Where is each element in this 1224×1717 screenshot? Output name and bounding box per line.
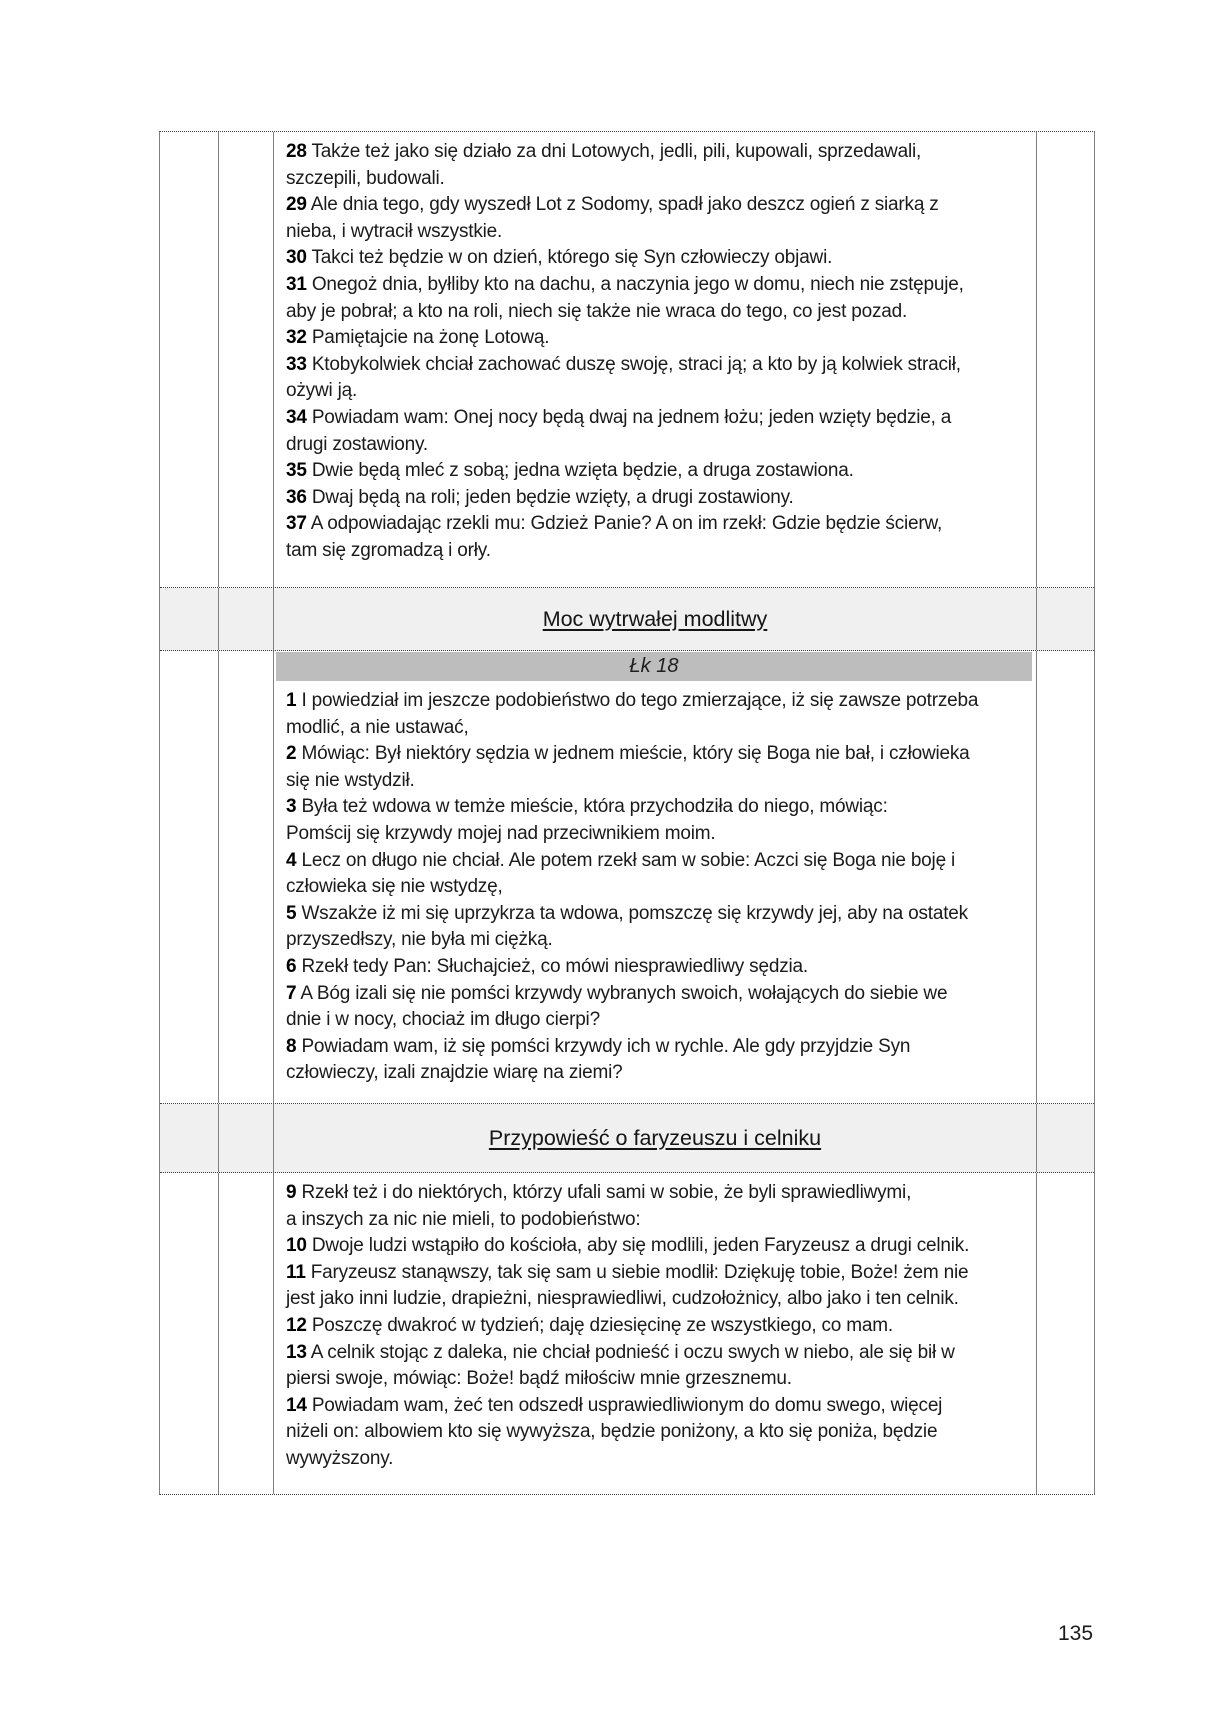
section-heading: Przypowieść o faryzeuszu i celniku: [488, 1125, 822, 1150]
verse-line: się nie wstydził.: [286, 769, 415, 791]
verse-block: [274, 681, 1036, 1087]
verse-line: 32 Pamiętajcie na żonę Lotową.: [286, 327, 550, 349]
page-number: 135: [1058, 1622, 1094, 1645]
gutter-cell: [1037, 132, 1094, 587]
verse-line: a inszych za nic nie mieli, to podobieństwo:: [286, 1208, 641, 1230]
verse-line: człowieka się nie wstydzę,: [286, 876, 503, 898]
verse-line: 10 Dwoje ludzi wstąpiło do kościoła, aby się modlili, jeden Faryzeusz a drugi celnik.: [286, 1235, 970, 1257]
verse-line: 29 Ale dnia tego, gdy wyszedł Lot z Sodomy, spadł jako deszcz ogień z siarką z: [286, 194, 939, 216]
verse-line: 9 Rzekł też i do niektórych, którzy ufali sami w sobie, że byli sprawiedliwymi,: [286, 1182, 912, 1203]
verse-number: 36: [286, 486, 307, 508]
verse-block: [274, 132, 1036, 565]
verse-line: wywyższony.: [286, 1447, 394, 1469]
verse-number: 8: [286, 1035, 297, 1057]
gutter-cell: [1037, 651, 1094, 1103]
verse-number: 5: [286, 902, 297, 924]
text-cell: [274, 1173, 1037, 1494]
gutter-cell: [219, 588, 274, 650]
table-row: [160, 1104, 1094, 1173]
verse-line: 11 Faryzeusz stanąwszy, tak się sam u siebie modlił: Dziękuję tobie, Boże! żem nie: [286, 1261, 969, 1283]
verse-line: 34 Powiadam wam: Onej nocy będą dwaj na jednem łożu; jeden wzięty będzie, a: [286, 406, 952, 428]
verse-line: ożywi ją.: [286, 380, 358, 402]
gutter-cell: [1037, 588, 1094, 650]
verse-line: 2 Mówiąc: Był niektóry sędzia w jednem mieście, który się Boga nie bał, i człowieka: [286, 743, 970, 765]
verse-line: przyszedłszy, nie była mi ciężką.: [286, 929, 553, 951]
text-cell: [274, 588, 1037, 650]
text-cell: [274, 132, 1037, 587]
gutter-cell: [219, 132, 274, 587]
verse-line: 35 Dwie będą mleć z sobą; jedna wzięta będzie, a druga zostawiona.: [286, 460, 854, 482]
table-row: [160, 588, 1094, 651]
verse-number: 28: [286, 141, 307, 162]
verse-line: 30 Takci też będzie w on dzień, którego się Syn człowieczy objawi.: [286, 247, 833, 269]
gutter-cell: [160, 132, 219, 587]
verse-line: 12 Poszczę dwakroć w tydzień; daję dziesięcinę ze wszystkiego, co mam.: [286, 1314, 893, 1336]
verse-line: 14 Powiadam wam, żeć ten odszedł usprawiedliwionym do domu swego, więcej: [286, 1394, 943, 1416]
gutter-cell: [1037, 1104, 1094, 1172]
verse-line: 28 Także też jako się działo za dni Lotowych, jedli, pili, kupowali, sprzedawali,: [286, 141, 922, 162]
verse-number: 6: [286, 955, 297, 977]
verse-line: 4 Lecz on długo nie chciał. Ale potem rzekł sam w sobie: Aczci się Boga nie boję i: [286, 849, 956, 871]
verse-line: 8 Powiadam wam, iż się pomści krzywdy ich w rychle. Ale gdy przyjdzie Syn: [286, 1035, 911, 1057]
table-row: [160, 651, 1094, 1104]
text-cell: [274, 1104, 1037, 1172]
verse-block: [274, 1173, 1036, 1473]
verse-line: piersi swoje, mówiąc: Boże! bądź miłościw mnie grzesznemu.: [286, 1368, 792, 1390]
gutter-cell: [160, 588, 219, 650]
verse-line: Pomścij się krzywdy mojej nad przeciwnikiem moim.: [286, 822, 716, 844]
verse-line: człowieczy, izali znajdzie wiarę na ziemi?: [286, 1062, 623, 1084]
verse-line: 37 A odpowiadając rzekli mu: Gdzież Panie? A on im rzekł: Gdzie będzie ścierw,: [286, 513, 943, 535]
verse-number: 2: [286, 743, 297, 765]
verse-line: dnie i w nocy, chociaż im długo cierpi?: [286, 1009, 600, 1031]
section-heading: Moc wytrwałej modlitwy: [542, 606, 768, 631]
gutter-cell: [219, 651, 274, 1103]
verse-number: 3: [286, 796, 297, 818]
verse-line: 5 Wszakże iż mi się uprzykrza ta wdowa, pomszczę się krzywdy jej, aby na ostatek: [286, 902, 968, 924]
chapter-label: Łk 18: [276, 652, 1032, 681]
verse-number: 34: [286, 406, 307, 428]
table-row: [160, 1173, 1094, 1494]
verse-line: 7 A Bóg izali się nie pomści krzywdy wybranych swoich, wołających do siebie we: [286, 982, 948, 1004]
verse-number: 1: [286, 690, 297, 711]
verse-number: 7: [286, 982, 297, 1004]
verse-number: 13: [286, 1341, 307, 1363]
gutter-cell: [160, 651, 219, 1103]
verse-line: 3 Była też wdowa w temże mieście, która przychodziła do niego, mówiąc:: [286, 796, 888, 818]
verse-number: 10: [286, 1235, 307, 1257]
verse-number: 31: [286, 273, 307, 295]
scripture-table: [159, 131, 1095, 1495]
verse-line: 1 I powiedział im jeszcze podobieństwo do tego zmierzające, iż się zawsze potrzeba: [286, 690, 979, 711]
table-row: [160, 132, 1094, 588]
gutter-cell: [219, 1104, 274, 1172]
verse-number: 12: [286, 1314, 307, 1336]
verse-line: aby je pobrał; a kto na roli, niech się także nie wraca do tego, co jest pozad.: [286, 300, 908, 322]
verse-line: 6 Rzekł tedy Pan: Słuchajcież, co mówi niesprawiedliwy sędzia.: [286, 955, 808, 977]
verse-line: nieba, i wytracił wszystkie.: [286, 220, 503, 242]
verse-number: 30: [286, 247, 307, 269]
verse-number: 4: [286, 849, 297, 871]
verse-line: szczepili, budowali.: [286, 167, 445, 189]
verse-number: 9: [286, 1182, 297, 1203]
verse-line: jest jako inni ludzie, drapieżni, niesprawiedliwi, cudzołożnicy, albo jako i ten celnik.: [286, 1288, 959, 1310]
verse-line: 13 A celnik stojąc z daleka, nie chciał podnieść i oczu swych w niebo, ale się bił w: [286, 1341, 955, 1363]
gutter-cell: [219, 1173, 274, 1494]
verse-line: 33 Ktobykolwiek chciał zachować duszę swoję, straci ją; a kto by ją kolwiek stracił,: [286, 353, 961, 375]
verse-number: 35: [286, 460, 307, 482]
gutter-cell: [1037, 1173, 1094, 1494]
text-cell: [274, 651, 1037, 1103]
verse-line: 36 Dwaj będą na roli; jeden będzie wzięty, a drugi zostawiony.: [286, 486, 794, 508]
verse-line: tam się zgromadzą i orły.: [286, 539, 491, 561]
verse-line: niżeli on: albowiem kto się wywyższa, będzie poniżony, a kto się poniża, będzie: [286, 1421, 938, 1443]
verse-number: 37: [286, 513, 307, 535]
verse-number: 33: [286, 353, 307, 375]
verse-line: 31 Onegoż dnia, byłliby kto na dachu, a naczynia jego w domu, niech nie zstępuje,: [286, 273, 964, 295]
gutter-cell: [160, 1173, 219, 1494]
verse-line: modlić, a nie ustawać,: [286, 716, 469, 738]
verse-number: 32: [286, 327, 307, 349]
verse-number: 29: [286, 194, 307, 216]
gutter-cell: [160, 1104, 219, 1172]
verse-line: drugi zostawiony.: [286, 433, 428, 455]
verse-number: 14: [286, 1394, 307, 1416]
verse-number: 11: [286, 1261, 306, 1283]
